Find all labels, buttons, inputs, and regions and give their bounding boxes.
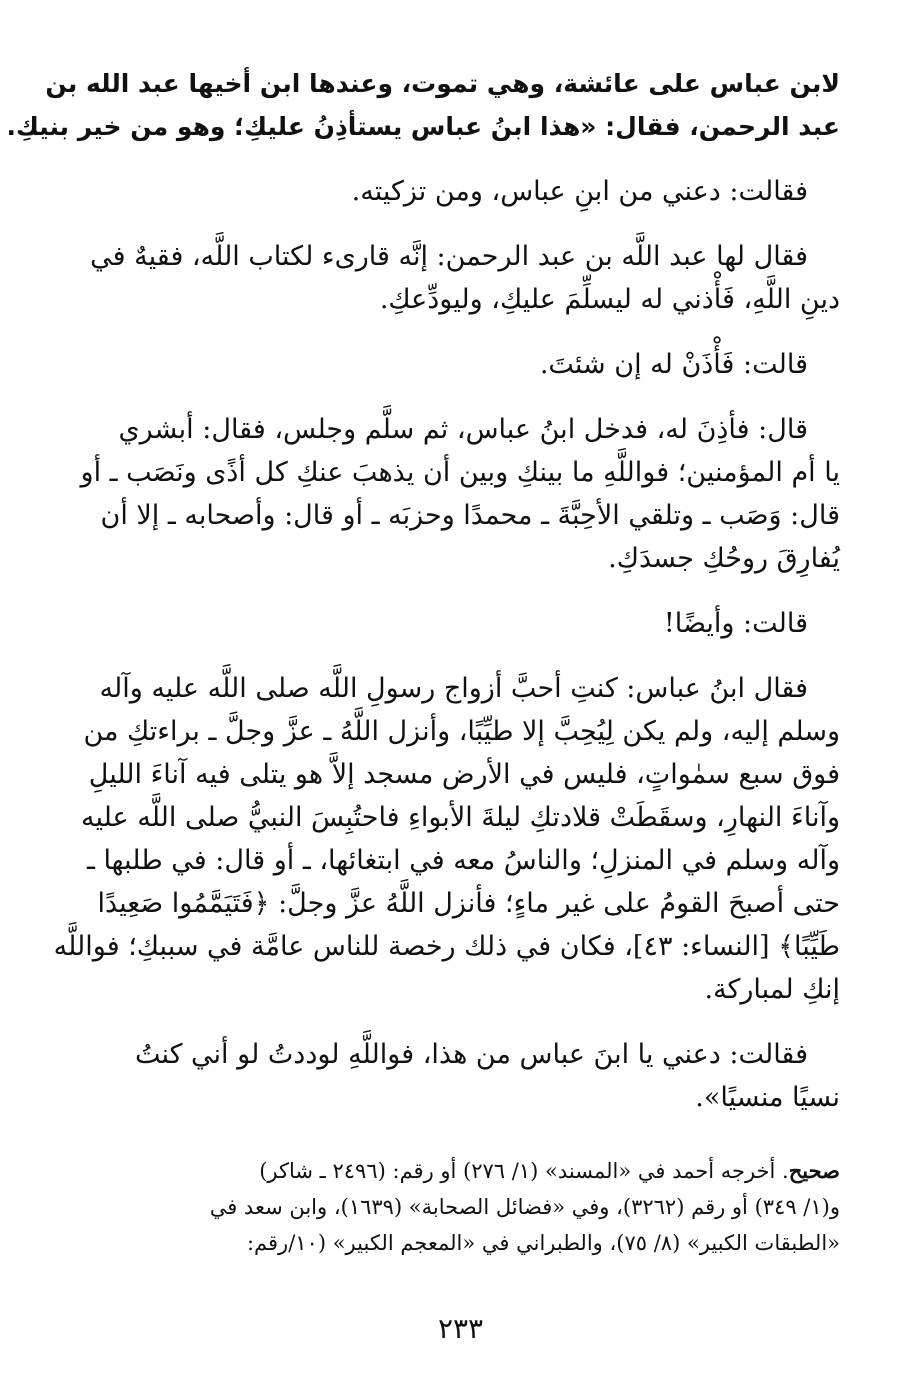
text-line: عبد الرحمن، فقال: «هذا ابنُ عباس يستأذِنُ عليكِ؛ وهو من خير بنيكِ. [6, 112, 840, 141]
text-line: دينِ اللَّهِ، فَأْذني له ليسلِّمَ عليكِ، وليودِّعكِ. [379, 284, 840, 315]
text-line: قال: فأذِنَ له، فدخل ابنُ عباس، ثم سلَّم وجلس، فقال: أبشري [118, 414, 808, 445]
text-line: قالت: فَأْذَنْ له إن شئتَ. [539, 349, 808, 380]
page-number: ٢٣٣ [437, 1312, 484, 1345]
text-line: وآناءَ النهارِ، وسقَطَتْ قلادتكِ ليلةَ الأبواءِ فاحتُبِسَ النبيُّ صلى اللَّه عليه [81, 802, 840, 833]
footnote-line [100, 1153, 840, 1189]
book-page [6, 62, 840, 1261]
text-line: فوق سبع سمٰواتٍ، فليس في الأرض مسجد إلاَّ هو يتلى فيه آناءَ الليلِ [88, 759, 840, 790]
paragraph [80, 408, 840, 580]
text-line: وسلم إليه، ولم يكن لِيُحِبَّ إلا طيِّبًا، وأنزل اللَّهُ ـ عزَّ وجلَّ ـ براءتكِ من [83, 716, 840, 747]
text-line: إنكِ لمباركة. [704, 974, 840, 1005]
footnote-lead: صحيح [788, 1158, 840, 1183]
text-line: فقالت: دعني من ابنِ عباس، ومن تزكيته. [351, 176, 808, 207]
text-line: قالت: وأيضًا! [663, 608, 808, 639]
paragraph [100, 343, 840, 386]
paragraph [100, 602, 840, 645]
text-line: فقالت: دعني يا ابنَ عباس من هذا، فواللَّهِ لوددتُ لو أني كنتُ [134, 1039, 808, 1070]
text-line: نسيًا منسيًا». [695, 1082, 840, 1113]
text-line: لابن عباس على عائشة، وهي تموت، وعندها ابن أخيها عبد الله بن [45, 69, 840, 98]
text-line: وآله وسلم في المنزلِ؛ والناسُ معه في ابتغائها، ـ أو قال: في طلبها ـ [86, 845, 840, 876]
text-line: يا أم المؤمنين؛ فواللَّهِ ما بينكِ وبين أن يذهبَ عنكِ كل أذًى ونَصَب ـ أو [80, 457, 840, 488]
paragraph [90, 235, 840, 321]
text-line: يُفارِقَ روحُكِ جسدَكِ. [608, 543, 840, 574]
text-line: حتى أصبحَ القومُ على غير ماءٍ؛ فأنزل اللَّهُ عزَّ وجلَّ: ﴿فَتَيَمَّمُوا صَعِيدًا [97, 888, 840, 919]
paragraph [53, 667, 840, 1011]
paragraph [100, 170, 840, 213]
footnote-line: و(١/ ٣٤٩) أو رقم (٣٢٦٢)، وفي «فضائل الصحابة» (١٦٣٩)، وابن سعد في [209, 1195, 840, 1219]
text-line: فقال لها عبد اللَّه بن عبد الرحمن: إنَّه قارىء لكتاب اللَّه، فقيهٌ في [90, 241, 808, 272]
footnote-line: «الطبقات الكبير» (٨/ ٧٥)، والطبراني في «المعجم الكبير» (١٠/رقم: [246, 1231, 840, 1255]
footnote-text: . أخرجه أحمد في «المسند» (١/ ٢٧٦) أو رقم: (٢٤٩٦ ـ شاكر) [259, 1159, 789, 1183]
text-line: فقال ابنُ عباس: كنتِ أحبَّ أزواج رسولِ اللَّه صلى اللَّه عليه وآله [99, 673, 808, 704]
opening-paragraph [6, 62, 840, 148]
footnote [100, 1153, 840, 1261]
text-line: طَيِّبًا﴾ [النساء: ٤٣]، فكان في ذلك رخصة للناس عامَّة في سببكِ؛ فواللَّه [53, 931, 840, 962]
text-line: قال: وَصَب ـ وتلقي الأحِبَّةَ ـ محمدًا وحزبَه ـ أو قال: وأصحابه ـ إلا أن [100, 500, 840, 531]
paragraph [100, 1033, 840, 1119]
